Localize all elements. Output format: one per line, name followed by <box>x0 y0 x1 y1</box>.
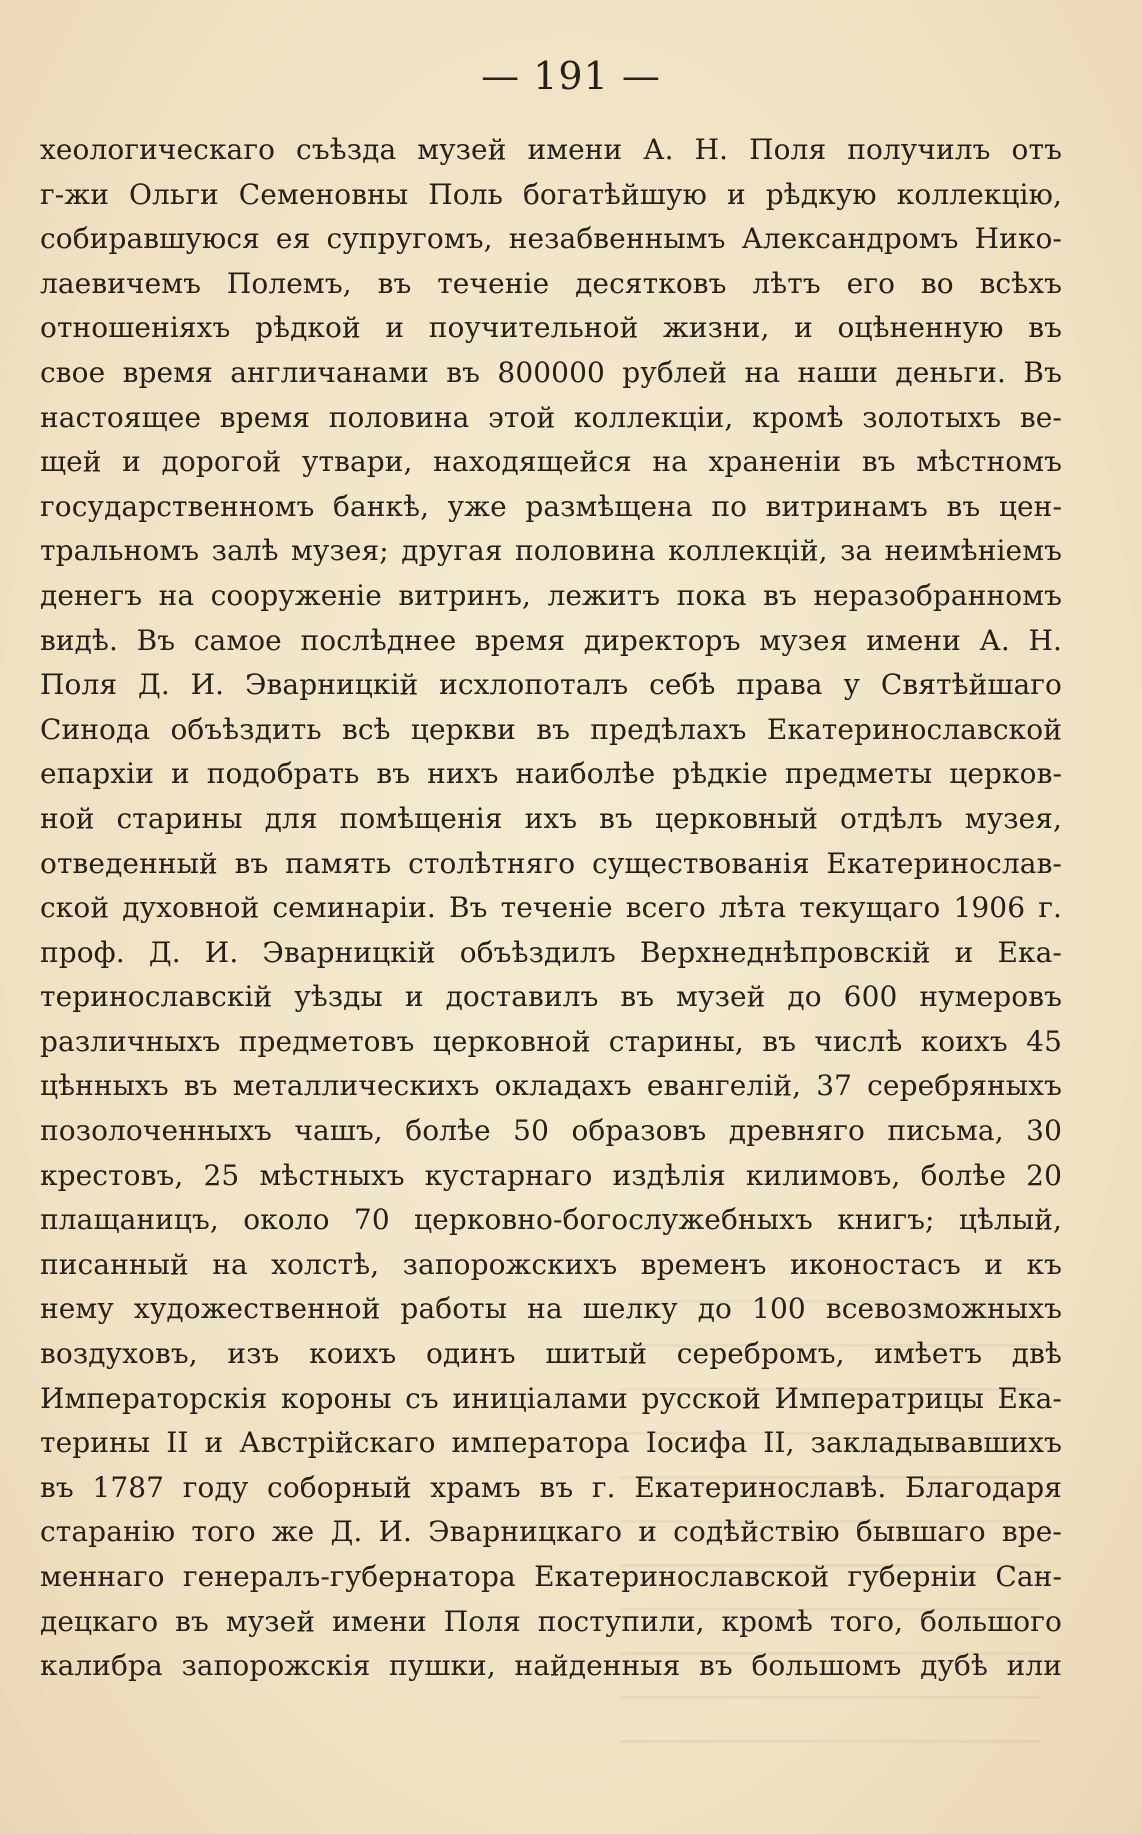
text-line: теринославскій уѣзды и доставилъ въ музей до 600 нумеровъ <box>40 980 1062 1014</box>
text-line: Императорскія короны съ иниціалами русской Императрицы Ека- <box>40 1381 1062 1415</box>
text-line: нему художественной работы на шелку до 100 всевозможныхъ <box>40 1292 1062 1326</box>
text-line: Поля Д. И. Эварницкій исхлопоталъ себѣ права у Святѣйшаго <box>40 668 1062 702</box>
text-line: щей и дорогой утвари, находящейся на храненіи въ мѣстномъ <box>40 445 1062 479</box>
text-line: настоящее время половина этой коллекціи, кромѣ золотыхъ ве- <box>40 400 1062 434</box>
text-line: децкаго въ музей имени Поля поступили, кромѣ того, большого <box>40 1604 1062 1638</box>
text-line: Синода объѣздить всѣ церкви въ предѣлахъ Екатеринославской <box>40 712 1062 746</box>
text-line: позолоченныхъ чашъ, болѣе 50 образовъ древняго письма, 30 <box>40 1114 1062 1148</box>
text-line: епархіи и подобрать въ нихъ наиболѣе рѣдкіе предметы церков- <box>40 757 1062 791</box>
page-number: — 191 — <box>481 54 661 98</box>
text-line: г-жи Ольги Семеновны Поль богатѣйшую и рѣдкую коллекцію, <box>40 177 1062 211</box>
text-line: калибра запорожскія пушки, найденныя въ большомъ дубѣ или <box>40 1649 1062 1683</box>
text-line: отведенный въ память столѣтняго существованія Екатеринослав- <box>40 846 1062 880</box>
text-line: тральномъ залѣ музея; другая половина коллекцій, за неимѣніемъ <box>40 534 1062 568</box>
text-line: свое время англичанами въ 800000 рублей на наши деньги. Въ <box>40 355 1062 389</box>
text-line: лаевичемъ Полемъ, въ теченіе десятковъ лѣтъ его во всѣхъ <box>40 266 1062 300</box>
text-line: ной старины для помѣщенія ихъ въ церковный отдѣлъ музея, <box>40 801 1062 835</box>
text-body <box>40 128 1062 1689</box>
text-line: отношеніяхъ рѣдкой и поучительной жизни, и оцѣненную въ <box>40 311 1062 345</box>
text-line: хеологическаго съѣзда музей имени А. Н. Поля получилъ отъ <box>40 133 1062 166</box>
text-line: крестовъ, 25 мѣстныхъ кустарнаго издѣлія килимовъ, болѣе 20 <box>40 1158 1062 1192</box>
text-line: собиравшуюся ея супругомъ, незабвеннымъ Александромъ Нико- <box>40 222 1062 256</box>
text-line: писанный на холстѣ, запорожскихъ временъ иконостасъ и къ <box>40 1247 1062 1281</box>
text-line: государственномъ банкѣ, уже размѣщена по витринамъ въ цен- <box>40 489 1062 523</box>
text-line: различныхъ предметовъ церковной старины, въ числѣ коихъ 45 <box>40 1024 1062 1058</box>
text-line: воздуховъ, изъ коихъ одинъ шитый серебромъ, имѣетъ двѣ <box>40 1337 1062 1371</box>
text-line: видѣ. Въ самое послѣднее время директоръ музея имени А. Н. <box>40 623 1062 657</box>
text-line: терины II и Австрійскаго императора Іосифа II, закладывавшихъ <box>40 1426 1062 1460</box>
text-line: въ 1787 году соборный храмъ въ г. Екатеринославѣ. Благодаря <box>40 1470 1062 1504</box>
text-line: проф. Д. И. Эварницкій объѣздилъ Верхнеднѣпровскій и Ека- <box>40 935 1062 969</box>
text-line: меннаго генералъ-губернатора Екатеринославской губерніи Сан- <box>40 1560 1062 1593</box>
text-line: денегъ на сооруженіе витринъ, лежитъ пока въ неразобранномъ <box>40 578 1062 612</box>
text-line: плащаницъ, около 70 церковно-богослужебныхъ книгъ; цѣлый, <box>40 1203 1062 1237</box>
text-line: цѣнныхъ въ металлическихъ окладахъ евангелій, 37 серебряныхъ <box>40 1069 1062 1103</box>
text-line: ской духовной семинаріи. Въ теченіе всего лѣта текущаго 1906 г. <box>40 891 1062 925</box>
text-line: старанію того же Д. И. Эварницкаго и содѣйствію бывшаго вре- <box>40 1515 1062 1549</box>
